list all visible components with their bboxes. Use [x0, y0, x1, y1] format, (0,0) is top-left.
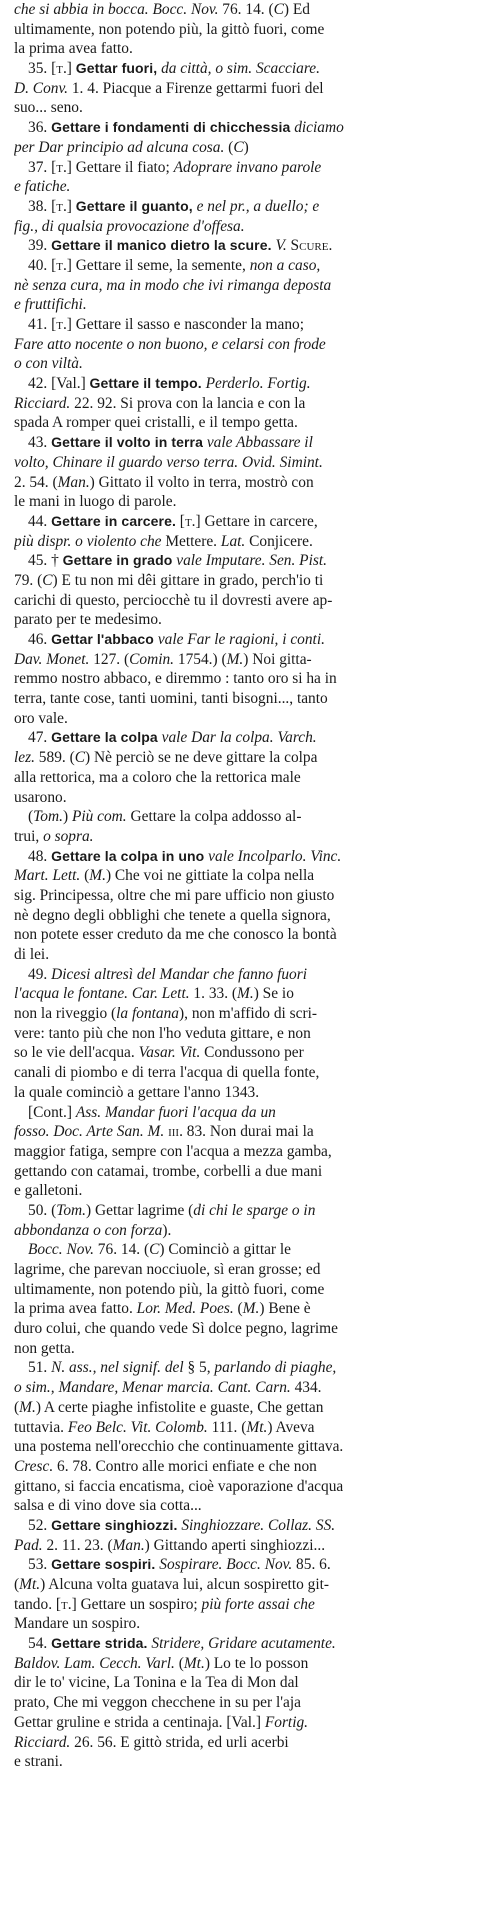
- text-line: dir le to' vicine, La Tonina e la Tea di Mon dal: [14, 1674, 299, 1692]
- text-line: remmo nostro abbaco, e diremmo : tanto oro si ha in: [14, 670, 337, 688]
- text-line: 41. [t.] Gettare il sasso e nasconder la mano;: [28, 316, 304, 333]
- text-line: 37. [t.] Gettare il fiato; Adoprare invano parole: [28, 158, 322, 176]
- entry-51: [14, 1358, 467, 1516]
- text-line: 2. 54. (Man.) Gittato il volto in terra, mostrò con: [14, 473, 314, 491]
- entry-54: [14, 1634, 467, 1772]
- text-line: parato per te medesimo.: [14, 611, 162, 629]
- text-line: Ricciard. 26. 56. E gittò strida, ed urli acerbi: [14, 1733, 289, 1751]
- text-line: 79. (C) E tu non mi dêi gittare in grado, perch'io ti: [14, 571, 324, 589]
- text-line: ultimamente, non potendo più, la gittò fuori, come: [14, 20, 325, 38]
- text-line: e strani.: [14, 1753, 63, 1771]
- text-line: prato, Che mi veggon checchene in su per l'aja: [14, 1694, 301, 1712]
- entry-cont: [14, 0, 467, 59]
- text-line: trui, o sopra.: [14, 827, 94, 845]
- text-line: maggior fatiga, sempre con l'acqua a mezza gamba,: [14, 1142, 332, 1160]
- text-line: vere: tanto più che non l'ho veduta gittare, e non: [14, 1024, 311, 1042]
- text-line: 39. Gettare il manico dietro la scure. V. Scure.: [28, 237, 333, 255]
- text-line: fig., di qualsia provocazione d'offesa.: [14, 217, 245, 235]
- text-line: lez. 589. (C) Nè perciò se ne deve gittare la colpa: [14, 749, 318, 767]
- text-line: 44. Gettare in carcere. [t.] Gettare in carcere,: [28, 512, 318, 530]
- entry-45: [14, 551, 467, 630]
- text-line: Ricciard. 22. 92. Si prova con la lancia e con la: [14, 394, 306, 412]
- entry-47b: [14, 807, 467, 846]
- entry-46: [14, 630, 467, 728]
- text-line: Mandare un sospiro.: [14, 1615, 141, 1633]
- entry-41: [14, 315, 467, 374]
- entry-47: [14, 728, 467, 807]
- entry-49b: [14, 1103, 467, 1201]
- text-line: (M.) A certe piaghe infistolite e guaste, Che gettan: [14, 1398, 324, 1416]
- entry-40: [14, 256, 467, 315]
- text-line: e fruttifichi.: [14, 296, 87, 314]
- text-line: alla rettorica, ma a coloro che la rettorica male: [14, 768, 301, 786]
- text-line: D. Conv. 1. 4. Piacque a Firenze gettarmi fuori del: [14, 79, 324, 97]
- text-line: le mani in luogo di parole.: [14, 493, 177, 511]
- text-line: Pad. 2. 11. 23. (Man.) Gittando aperti singhiozzi...: [14, 1536, 326, 1554]
- text-line: gettando con catamai, trombe, corbelli a due mani: [14, 1162, 323, 1180]
- text-line: 52. Gettare singhiozzi. Singhiozzare. Collaz. SS.: [28, 1516, 336, 1534]
- entry-48: [14, 847, 467, 965]
- text-line: oro vale.: [14, 709, 68, 727]
- entry-38: [14, 197, 467, 236]
- text-line: che si abbia in bocca. Bocc. Nov. 76. 14. (C) Ed: [14, 1, 310, 18]
- text-line: 51. N. ass., nel signif. del § 5, parlando di piaghe,: [28, 1359, 337, 1377]
- entry-50: [14, 1201, 467, 1240]
- text-line: sig. Principessa, oltre che mi pare ufficio non giusto: [14, 886, 335, 904]
- entry-53: [14, 1555, 467, 1634]
- text-line: la quale cominciò a gettare l'anno 1343.: [14, 1083, 260, 1101]
- text-line: Bocc. Nov. 76. 14. (C) Cominciò a gittar le: [28, 1241, 292, 1259]
- entry-49: [14, 965, 467, 1103]
- text-line: (Mt.) Alcuna volta guatava lui, alcun sospiretto git-: [14, 1576, 330, 1593]
- text-line: e fatiche.: [14, 178, 71, 196]
- text-line: nè degno degli obblighi che tenete a quella signora,: [14, 906, 331, 924]
- entry-42: [14, 374, 467, 433]
- text-line: 35. [t.] Gettar fuori, da città, o sim. Scacciare.: [28, 60, 320, 78]
- text-line: una postema nell'orecchio che continuamente gittava.: [14, 1438, 344, 1456]
- text-line: duro colui, che quando vede Sì dolce pegno, lagrime: [14, 1320, 338, 1338]
- text-line: 46. Gettar l'abbaco vale Far le ragioni, i conti.: [28, 631, 325, 648]
- entry-52: [14, 1516, 467, 1555]
- text-line: o sim., Mandare, Menar marcia. Cant. Carn. 434.: [14, 1379, 322, 1397]
- text-line: lagrime, che parevan nocciuole, sì eran grosse; ed: [14, 1261, 321, 1278]
- text-line: 54. Gettare strida. Stridere, Gridare acutamente.: [28, 1635, 336, 1653]
- entry-37: [14, 158, 467, 197]
- text-line: 45. † Gettare in grado vale Imputare. Sen. Pist.: [28, 552, 327, 570]
- text-line: o con viltà.: [14, 355, 83, 373]
- entry-39: [14, 236, 467, 256]
- text-line: 48. Gettare la colpa in uno vale Incolparlo. Vinc.: [28, 847, 342, 865]
- text-line: Mart. Lett. (M.) Che voi ne gittiate la colpa nella: [14, 867, 315, 885]
- text-line: fosso. Doc. Arte San. M. iii. 83. Non durai mai la: [14, 1123, 314, 1141]
- entry-43: [14, 433, 467, 512]
- text-line: canali di piombo e di terra l'acqua di quella fonte,: [14, 1064, 320, 1082]
- text-line: gittano, si faccia encatisma, cioè vaporazione d'acqua: [14, 1477, 344, 1495]
- text-line: 38. [t.] Gettare il guanto, e nel pr., a duello; e: [28, 197, 320, 215]
- text-line: terra, tante cose, tanti uomini, tanti bisogni..., tanto: [14, 690, 328, 708]
- entry-44: [14, 512, 467, 551]
- text-line: (Tom.) Più com. Gettare la colpa addosso al-: [28, 808, 302, 826]
- text-line: Baldov. Lam. Cecch. Varl. (Mt.) Lo te lo posson: [14, 1654, 309, 1672]
- entry-35: [14, 59, 467, 118]
- text-line: non getta.: [14, 1339, 75, 1357]
- text-line: volto, Chinare il guardo verso terra. Ovid. Simint.: [14, 453, 323, 471]
- text-line: non potete esser creduto da me che conosco la bontà: [14, 926, 337, 944]
- text-line: Dav. Monet. 127. (Comin. 1754.) (M.) Noi gitta-: [14, 650, 312, 668]
- text-line: Gettar gruline e strida a centinaja. [Val.] Fortig.: [14, 1713, 309, 1731]
- text-line: 49. Dicesi altresì del Mandar che fanno fuori: [28, 965, 308, 983]
- text-line: l'acqua le fontane. Car. Lett. 1. 33. (M.) Se io: [14, 985, 294, 1003]
- text-line: usarono.: [14, 788, 67, 806]
- text-line: tando. [t.] Gettare un sospiro; più forte assai che: [14, 1595, 315, 1613]
- text-line: e galletoni.: [14, 1182, 83, 1200]
- text-line: ultimamente, non potendo più, la gittò fuori, come: [14, 1280, 325, 1298]
- text-line: nè senza cura, ma in modo che ivi rimanga deposta: [14, 276, 332, 294]
- entry-50b: [14, 1240, 467, 1358]
- text-line: 40. [t.] Gettare il seme, la semente, non a caso,: [28, 256, 321, 274]
- text-line: la prima avea fatto. Lor. Med. Poes. (M.) Bene è: [14, 1300, 311, 1318]
- text-line: 53. Gettare sospiri. Sospirare. Bocc. Nov. 85. 6.: [28, 1556, 331, 1574]
- text-line: Cresc. 6. 78. Contro alle morici enfiate e che non: [14, 1457, 317, 1475]
- text-line: carichi di questo, perciocchè tu il dovresti avere ap-: [14, 591, 333, 609]
- text-line: 42. [Val.] Gettare il tempo. Perderlo. Fortig.: [28, 375, 311, 393]
- text-line: per Dar principio ad alcuna cosa. (C): [14, 138, 249, 156]
- text-line: suo... seno.: [14, 99, 83, 117]
- text-line: 43. Gettare il volto in terra vale Abbassare il: [28, 434, 313, 452]
- text-line: 50. (Tom.) Gettar lagrime (di chi le sparge o in: [28, 1201, 316, 1219]
- text-line: 47. Gettare la colpa vale Dar la colpa. Varch.: [28, 729, 317, 747]
- text-line: più dispr. o violento che Mettere. Lat. Conjicere.: [14, 532, 313, 550]
- text-line: spada A romper quei cristalli, e il tempo getta.: [14, 414, 298, 432]
- text-line: salsa e di vino dove sia cotta...: [14, 1497, 202, 1515]
- text-line: 36. Gettare i fondamenti di chicchessia diciamo: [28, 119, 344, 137]
- text-line: non la riveggio (la fontana), non m'affido di scri-: [14, 1005, 317, 1023]
- text-line: Fare atto nocente o non buono, e celarsi con frode: [14, 335, 326, 353]
- text-line: tuttavia. Feo Belc. Vit. Colomb. 111. (Mt.) Aveva: [14, 1418, 315, 1436]
- text-line: abbondanza o con forza).: [14, 1221, 172, 1239]
- text-line: so le vie dell'acqua. Vasar. Vit. Condussono per: [14, 1044, 304, 1062]
- text-line: [Cont.] Ass. Mandar fuori l'acqua da un: [28, 1103, 276, 1121]
- text-line: di lei.: [14, 946, 50, 963]
- text-line: la prima avea fatto.: [14, 40, 133, 58]
- entry-36: [14, 118, 467, 157]
